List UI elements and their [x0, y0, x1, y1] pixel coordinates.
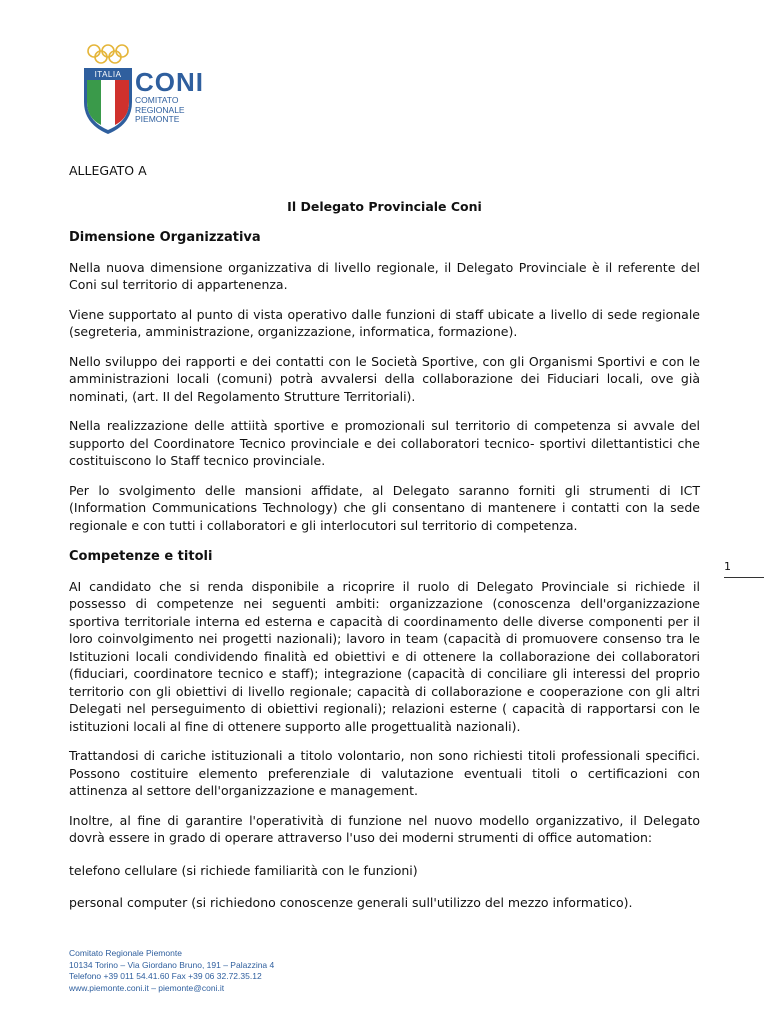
- page-number: 1: [724, 560, 731, 573]
- coni-logo: [80, 40, 210, 136]
- paragraph: AI candidato che si renda disponibile a ricoprire il ruolo di Delegato Provinciale si richiede il possesso di competenze nei seguenti ambiti: organizzazione (conoscenza dell'organizzazione sportiva territoriale interna ed esterna e capacità di coordinamento delle diverse componenti per il loro coinvolgimento nei progetti nazionali); lavoro in team (capacità di promuovere consenso tra le Istituzioni locali condividendo finalità ed obiettivi e di ottenere la collaborazione dei collaboratori (fiduciari, coordinatore tecnico e staff); integrazione (capacità di conciliare gli interessi del proprio territorio con gli obiettivi di livello regionale; capacità di collaborazione e cooperazione con gli altri Delegati nel perseguimento di obiettivi regionali); relazioni esterne ( capacità di rapportarsi con le istituzioni locali al fine di ottenere supporto alle progettualità nazionali).: [69, 578, 700, 734]
- footer-web: www.piemonte.coni.it – piemonte@coni.it: [69, 982, 225, 993]
- footer-phone: Telefono +39 011 54.41.60 Fax +39 06 32.72.35.12: [69, 971, 262, 981]
- document-title: Il Delegato Provinciale Coni: [287, 198, 482, 214]
- coni-wordmark: CONI: [135, 67, 204, 97]
- paragraph: personal computer (si richiedono conoscenze generali sull'utilizzo del mezzo informatico).: [69, 895, 633, 910]
- paragraph: telefono cellulare (si richiede familiarità con le funzioni): [69, 862, 418, 878]
- paragraph: Viene supportato al punto di vista operativo dalle funzioni di staff ubicate a livello di sede regionale (segreteria, amministrazione, organizzazione, informatica, formazione).: [69, 306, 700, 339]
- section-heading: Dimensione Organizzativa: [69, 230, 261, 245]
- footer-org: Comitato Regionale Piemonte: [69, 948, 182, 958]
- paragraph: Trattandosi di cariche istituzionali a titolo volontario, non sono richiesti titoli professionali specifici. Possono costituire elemento preferenziale di valutazione eventuali titoli o certificazioni con attinenza al settore dell'organizzazione e management.: [69, 748, 700, 798]
- section-heading: Competenze e titoli: [69, 549, 213, 564]
- footer-address: 10134 Torino – Via Giordano Bruno, 191 – Palazzina 4: [69, 959, 275, 970]
- paragraph: Nello sviluppo dei rapporti e dei contatti con le Società Sportive, con gli Organismi Sportivi e con le amministrazioni locali (comuni) potrà avvalersi della collaborazione dei Fiduciari locali, ove già nominati, (art. II del Regolamento Strutture Territoriali).: [69, 353, 700, 404]
- page-number-divider: [724, 577, 764, 578]
- document-body: [69, 162, 700, 912]
- italia-label: ITALIA: [94, 70, 122, 79]
- paragraph: Nella nuova dimensione organizzativa di livello regionale, il Delegato Provinciale è il referente del Coni sul territorio di appartenenza.: [69, 259, 700, 292]
- paragraph: Nella realizzazione delle attiità sportive e promozionali sul territorio di competenza si avvale del supporto del Coordinatore Tecnico provinciale e dei collaboratori tecnico- sportivi dilettantistici che costituiscono lo Staff tecnico provinciale.: [69, 418, 700, 468]
- allegato-label: ALLEGATO A: [69, 163, 147, 178]
- paragraph: Inoltre, al fine di garantire l'operatività di funzione nel nuovo modello organizzativo, il Delegato dovrà essere in grado di operare attraverso l'uso dei moderni strumenti di office automation:: [69, 812, 700, 845]
- paragraph: Per lo svolgimento delle mansioni affidate, al Delegato saranno forniti gli strumenti di ICT (Information Communications Technology) che gli consentano di mantenere i contatti con la sede regionale e con tutti i collaboratori e gli interlocutori sul territorio di competenza.: [69, 482, 700, 533]
- footer: [69, 948, 274, 994]
- coni-subtitle: COMITATO REGIONALE PIEMONTE: [135, 95, 185, 124]
